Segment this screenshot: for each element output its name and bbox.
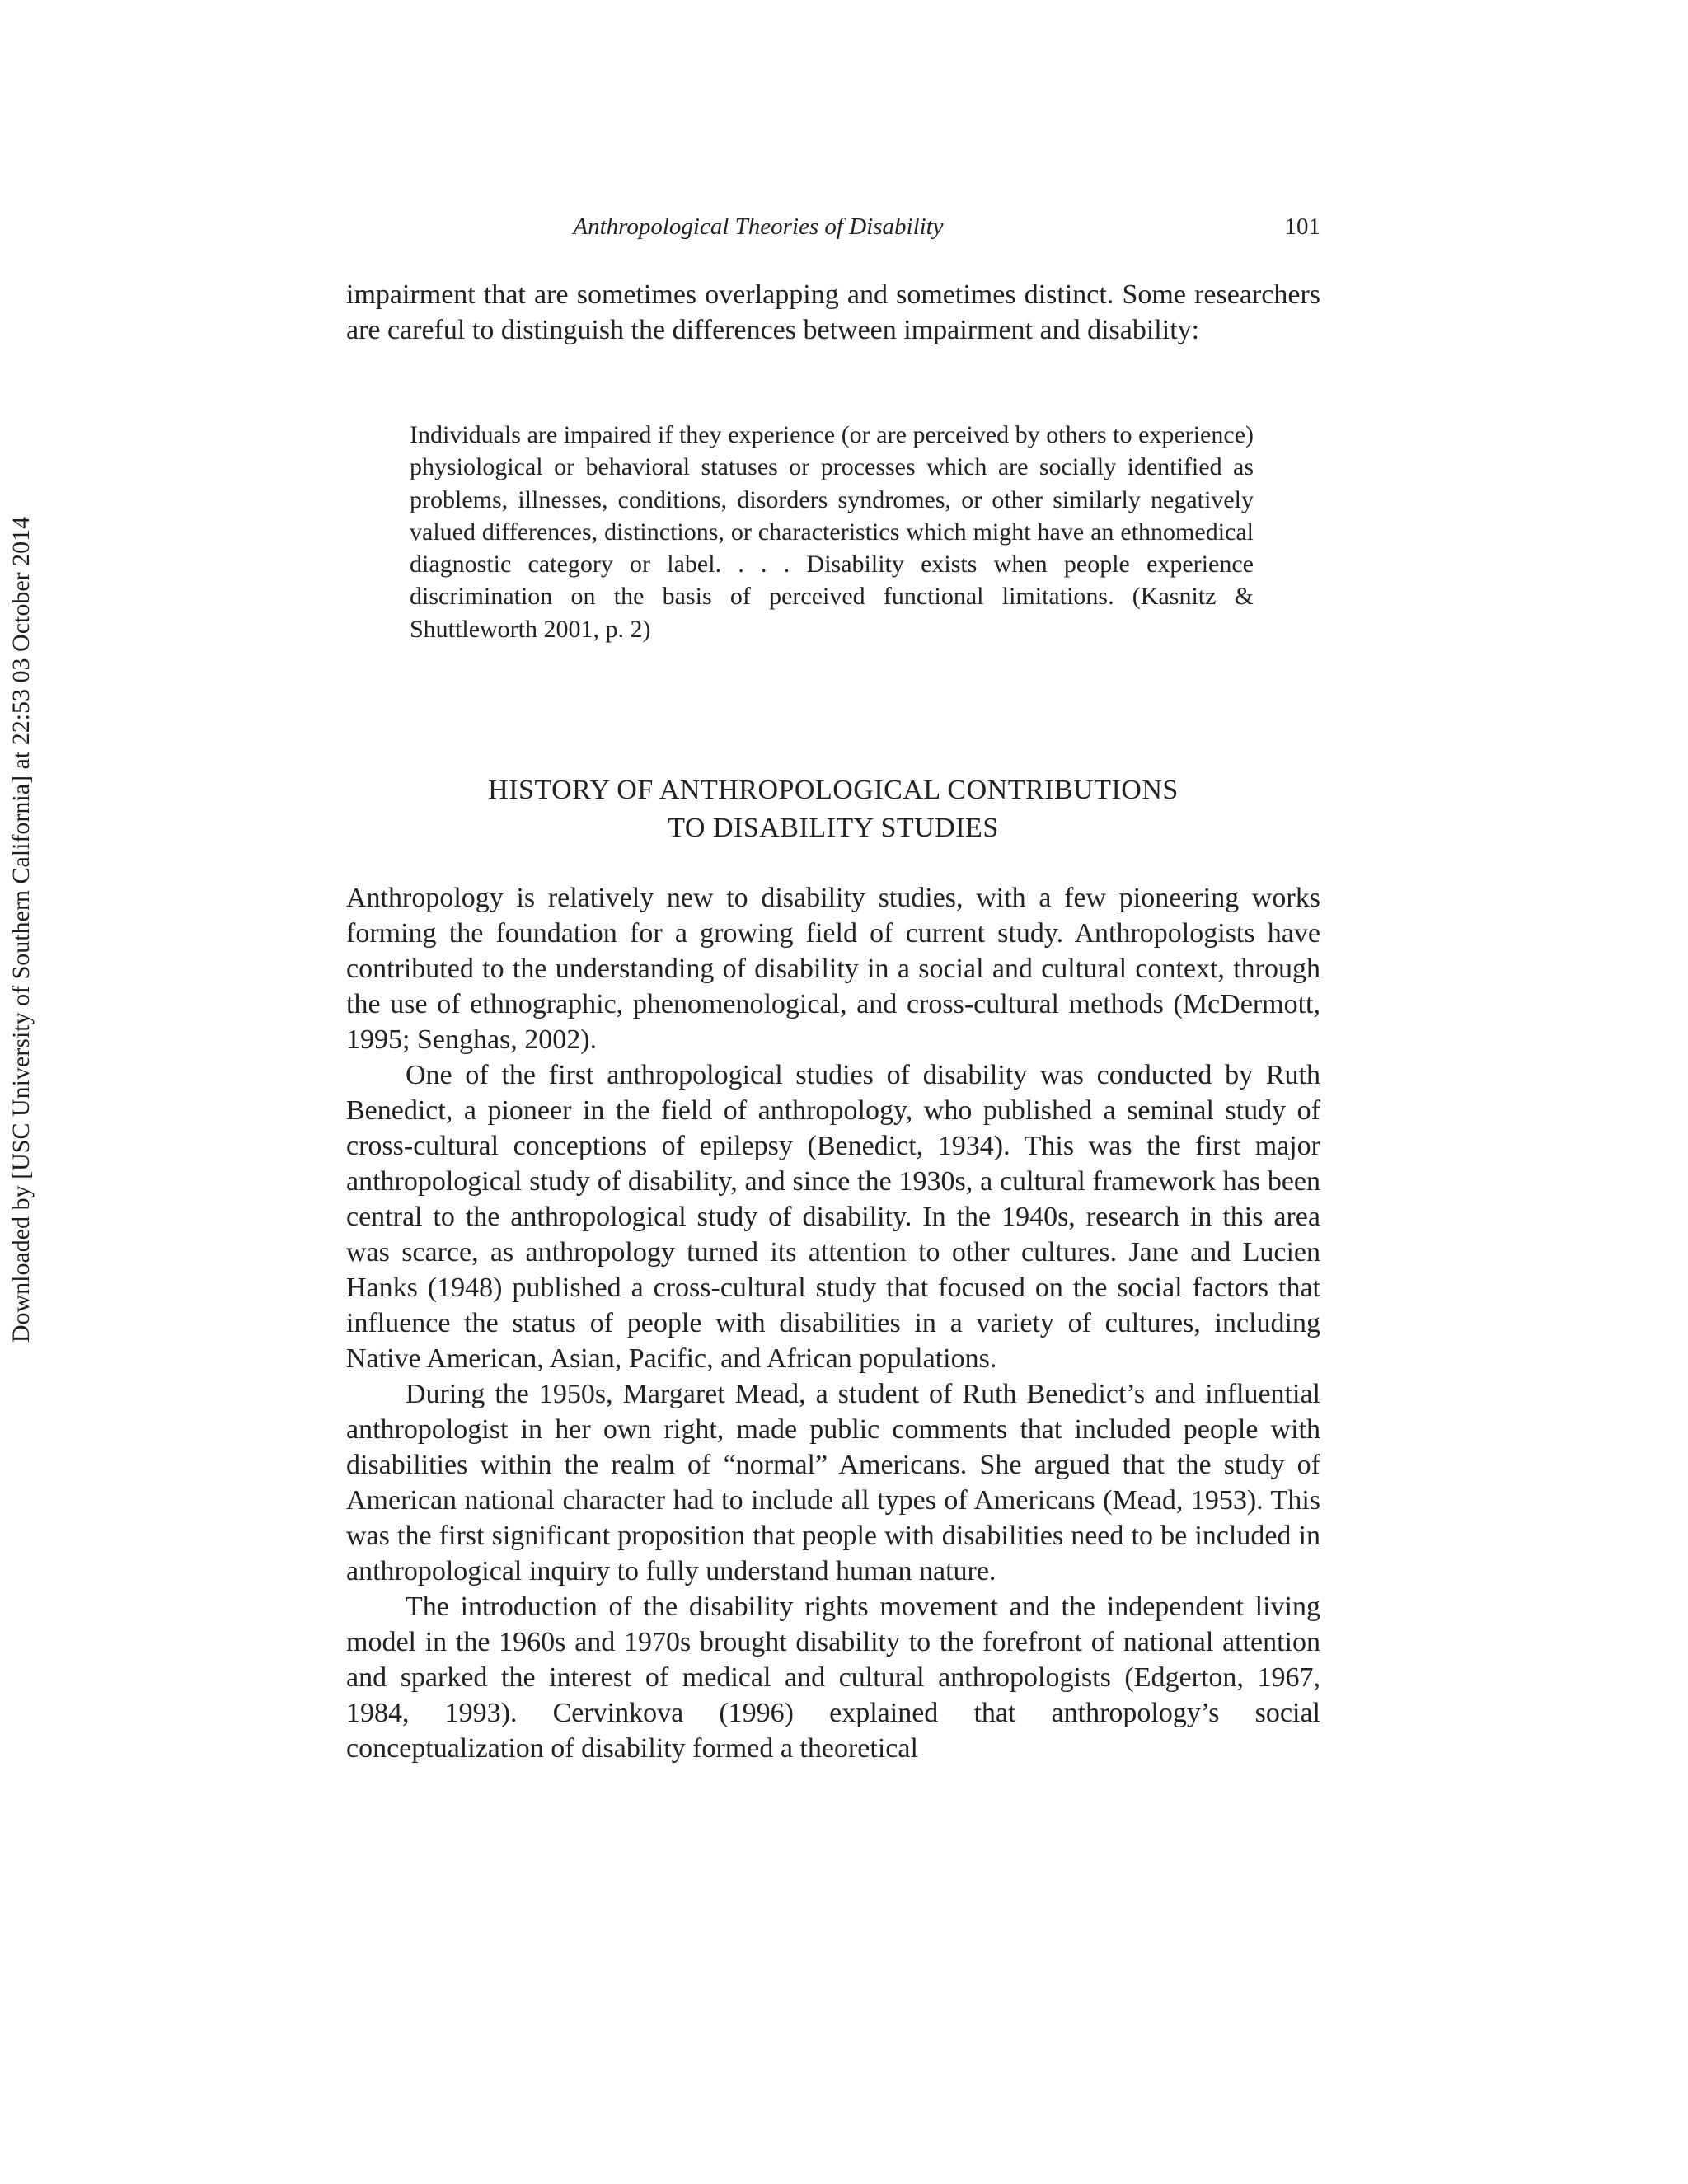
section-heading-line-1: HISTORY OF ANTHROPOLOGICAL CONTRIBUTIONS bbox=[488, 775, 1179, 805]
page-number: 101 bbox=[1284, 213, 1320, 240]
running-title: Anthropological Theories of Disability bbox=[573, 213, 944, 240]
intro-paragraph: impairment that are sometimes overlapping and sometimes distinct. Some researchers are careful to distinguish the differences between impairment and disability: bbox=[346, 279, 1320, 345]
section-body bbox=[346, 880, 1320, 1766]
section-heading bbox=[346, 771, 1320, 847]
paragraph-4: The introduction of the disability rights movement and the independent living model in the 1960s and 1970s brought disability to the forefront of national attention and sparked the interest of medical and cultural anthropologists (Edgerton, 1967, 1984, 1993). Cervinkova (1996) explained that anthropology’s social conceptualization of disability formed a theoretical bbox=[346, 1591, 1320, 1764]
download-stamp-text: Downloaded by [USC University of Southern California] at 22:53 03 October 2014 bbox=[7, 516, 35, 1343]
running-head bbox=[346, 206, 1320, 247]
section-heading-line-2: TO DISABILITY STUDIES bbox=[668, 813, 999, 843]
paragraph-3: During the 1950s, Margaret Mead, a student of Ruth Benedict’s and influential anthropologist in her own right, made public comments that included people with disabilities within the realm of “normal” Americans. She argued that the study of American national character had to include all types of Americans (Mead, 1953). This was the first significant proposition that people with disabilities need to be included in anthropological inquiry to fully understand human nature. bbox=[346, 1379, 1320, 1586]
block-quote: Individuals are impaired if they experience (or are perceived by others to experience) physiological or behavioral statuses or processes which are socially identified as problems, illnesses, conditions, disorders syndromes, or other similarly negatively valued differences, distinctions, or characteristics which might have an ethnomedical diagnostic category or label. . . . Disability exists when people experience discrimination on the basis of perceived functional limitations. (Kasnitz & Shuttleworth 2001, p. 2) bbox=[410, 421, 1254, 643]
paragraph-1: Anthropology is relatively new to disability studies, with a few pioneering works forming the foundation for a growing field of current study. Anthropologists have contributed to the understanding of disability in a social and cultural context, through the use of ethnographic, phenomenological, and cross-cultural methods (McDermott, 1995; Senghas, 2002). bbox=[346, 883, 1320, 1055]
intro-text bbox=[346, 277, 1320, 348]
paragraph-2: One of the first anthropological studies of disability was conducted by Ruth Benedict, a pioneer in the field of anthropology, who published a seminal study of cross-cultural conceptions of epilepsy (Benedict, 1934). This was the first major anthropological study of disability, and since the 1930s, a cultural framework has been central to the anthropological study of disability. In the 1940s, research in this area was scarce, as anthropology turned its attention to other cultures. Jane and Lucien Hanks (1948) published a cross-cultural study that focused on the social factors that influence the status of people with disabilities in a variety of cultures, including Native American, Asian, Pacific, and African populations. bbox=[346, 1060, 1320, 1374]
